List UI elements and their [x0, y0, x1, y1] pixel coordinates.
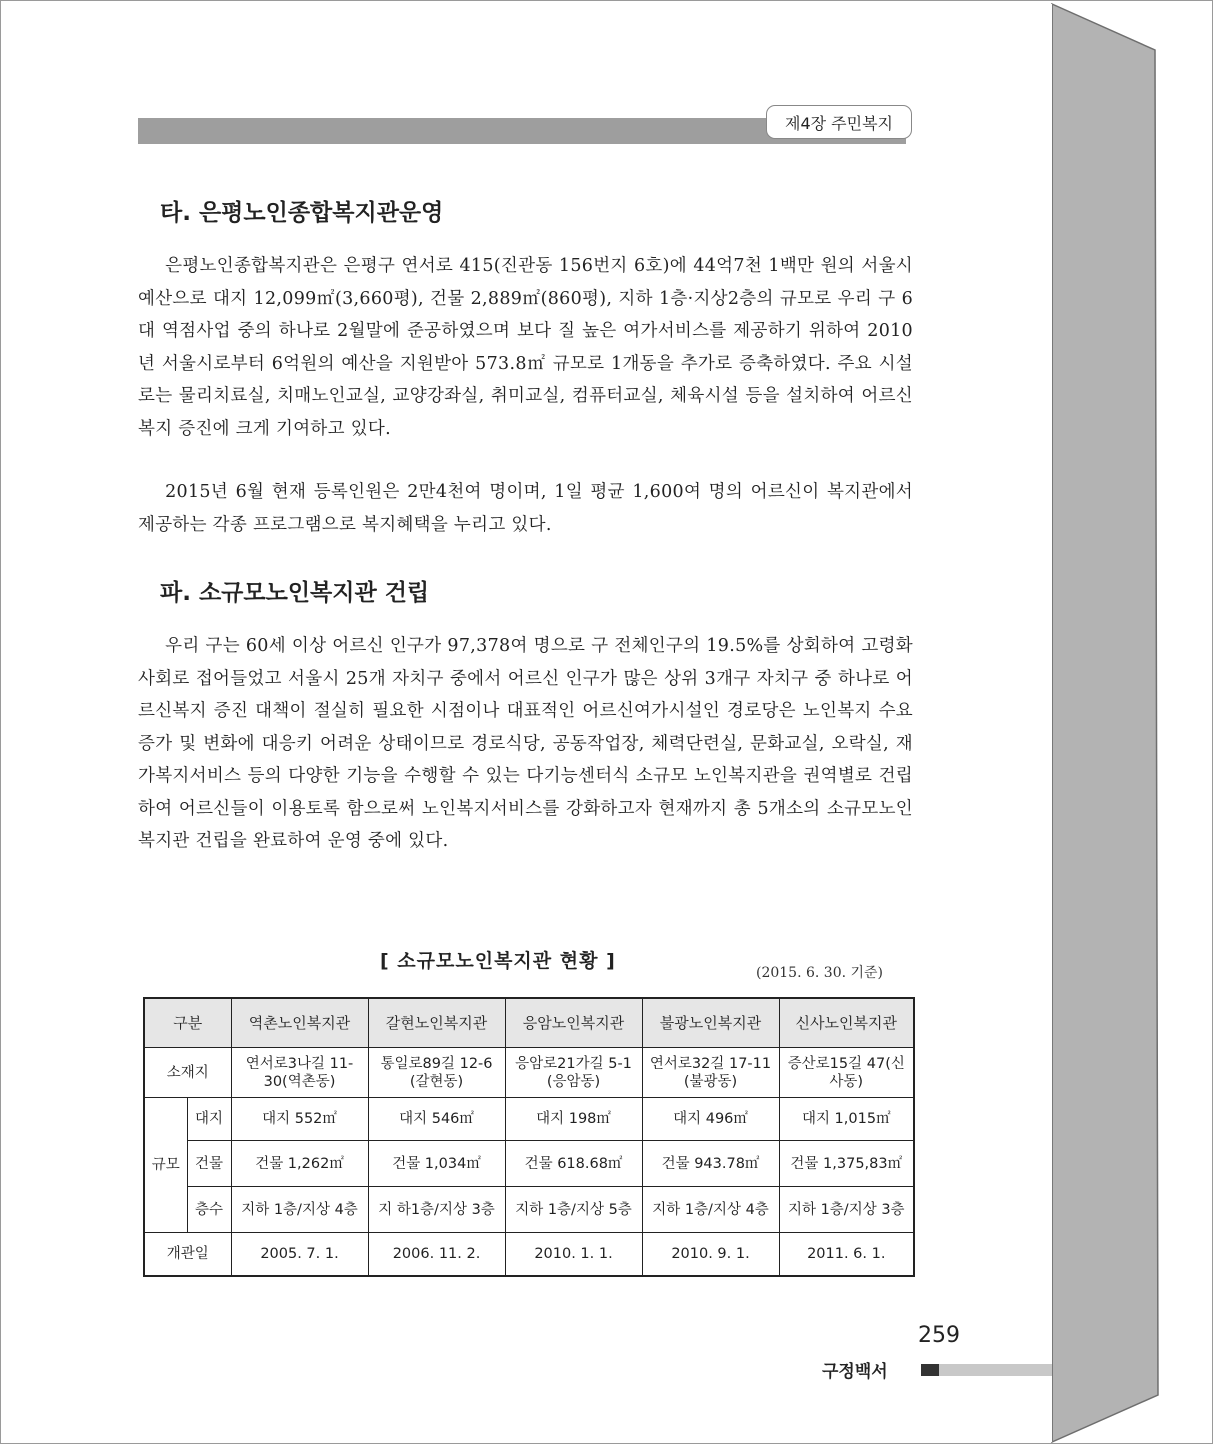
- floors-cell: 지하 1층/지상 3층: [779, 1187, 914, 1233]
- floors-cell: 지 하1층/지상 3층: [368, 1187, 505, 1233]
- opening-cell: 2005. 7. 1.: [231, 1233, 368, 1276]
- table-row-building: [144, 1141, 914, 1187]
- row-label-location: 소재지: [144, 1048, 231, 1098]
- paragraph-ta-1: 은평노인종합복지관은 은평구 연서로 415(진관동 156번지 6호)에 44억7천 1백만 원의 서울시 예산으로 대지 12,099㎡(3,660평), 건물 2,889㎡(860평), 지하 1층·지상2층의 규모로 우리 구 6대 역점사업 중의 하나로 2월말에 준공하였으며 보다 질 높은 여가서비스를 제공하기 위하여 2010년 서울시로부터 6억원의 예산을 지원받아 573.8㎡ 규모로 1개동을 추가로 증축하였다. 주요 시설로는 물리치료실, 치매노인교실, 교양강좌실, 취미교실, 컴퓨터교실, 체육시설 등을 설치하여 어르신복지 증진에 크게 기여하고 있다.: [138, 256, 913, 439]
- opening-cell: 2010. 1. 1.: [505, 1233, 642, 1276]
- opening-cell: 2006. 11. 2.: [368, 1233, 505, 1276]
- header-facility: 신사노인복지관: [779, 998, 914, 1048]
- header-facility: 갈현노인복지관: [368, 998, 505, 1048]
- table-row-floors: [144, 1187, 914, 1233]
- header-facility: 역촌노인복지관: [231, 998, 368, 1048]
- land-cell: 대지 552㎡: [231, 1098, 368, 1141]
- footer-square: [921, 1364, 939, 1376]
- page-number: 259: [918, 1323, 960, 1348]
- location-cell: 통일로89길 12-6 (갈현동): [368, 1048, 505, 1098]
- chapter-tab: 제4장 주민복지: [766, 105, 912, 139]
- footer-label: 구정백서: [822, 1362, 888, 1382]
- row-label-scale: 규모: [144, 1098, 187, 1233]
- table-header-row: [144, 998, 914, 1048]
- opening-cell: 2010. 9. 1.: [642, 1233, 779, 1276]
- floors-cell: 지하 1층/지상 4층: [231, 1187, 368, 1233]
- section-title-pa: 파. 소규모노인복지관 건립: [160, 580, 430, 606]
- building-cell: 건물 1,375,83㎡: [779, 1141, 914, 1187]
- location-cell: 증산로15길 47(신사동): [779, 1048, 914, 1098]
- location-cell: 연서로3나길 11-30(역촌동): [231, 1048, 368, 1098]
- table-date-note: (2015. 6. 30. 기준): [756, 965, 884, 981]
- table-row-land: [144, 1098, 914, 1141]
- location-cell: 응암로21가길 5-1 (응암동): [505, 1048, 642, 1098]
- building-cell: 건물 618.68㎡: [505, 1141, 642, 1187]
- location-cell: 연서로32길 17-11 (불광동): [642, 1048, 779, 1098]
- land-cell: 대지 1,015㎡: [779, 1098, 914, 1141]
- row-label-floors: 층수: [187, 1187, 231, 1233]
- land-cell: 대지 546㎡: [368, 1098, 505, 1141]
- row-label-opening: 개관일: [144, 1233, 231, 1276]
- header-facility: 불광노인복지관: [642, 998, 779, 1048]
- footer-bar: [939, 1364, 1052, 1376]
- table-row-location: [144, 1048, 914, 1098]
- building-cell: 건물 1,262㎡: [231, 1141, 368, 1187]
- land-cell: 대지 496㎡: [642, 1098, 779, 1141]
- opening-cell: 2011. 6. 1.: [779, 1233, 914, 1276]
- section-title-ta: 타. 은평노인종합복지관운영: [160, 200, 444, 226]
- building-cell: 건물 1,034㎡: [368, 1141, 505, 1187]
- row-label-building: 건물: [187, 1141, 231, 1187]
- building-cell: 건물 943.78㎡: [642, 1141, 779, 1187]
- land-cell: 대지 198㎡: [505, 1098, 642, 1141]
- row-label-land: 대지: [187, 1098, 231, 1141]
- header-category: 구분: [144, 998, 231, 1048]
- facility-table: [143, 997, 915, 1277]
- table-title: [ 소규모노인복지관 현황 ]: [380, 950, 616, 972]
- paragraph-ta-2: 2015년 6월 현재 등록인원은 2만4천여 명이며, 1일 평균 1,600여 명의 어르신이 복지관에서 제공하는 각종 프로그램으로 복지혜택을 누리고 있다.: [138, 482, 913, 535]
- paragraph-pa-1: 우리 구는 60세 이상 어르신 인구가 97,378여 명으로 구 전체인구의 19.5%를 상회하여 고령화 사회로 접어들었고 서울시 25개 자치구 중에서 어르신 인구가 많은 상위 3개구 자치구 중 하나로 어르신복지 증진 대책이 절실히 필요한 시점이나 대표적인 어르신여가시설인 경로당은 노인복지 수요 증가 및 변화에 대응키 어려운 상태이므로 경로식당, 공동작업장, 체력단련실, 문화교실, 오락실, 재가복지서비스 등의 다양한 기능을 수행할 수 있는 다기능센터식 소규모 노인복지관을 권역별로 건립하여 어르신들이 이용토록 함으로써 노인복지서비스를 강화하고자 현재까지 총 5개소의 소규모노인복지관 건립을 완료하여 운영 중에 있다.: [138, 636, 913, 851]
- table-row-opening: [144, 1233, 914, 1276]
- floors-cell: 지하 1층/지상 5층: [505, 1187, 642, 1233]
- floors-cell: 지하 1층/지상 4층: [642, 1187, 779, 1233]
- header-facility: 응암노인복지관: [505, 998, 642, 1048]
